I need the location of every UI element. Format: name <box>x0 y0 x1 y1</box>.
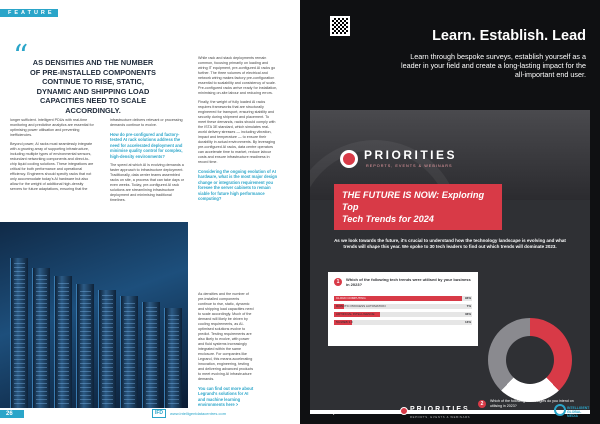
footer-brand-subtitle: REPORTS, EVENTS & WEBINARS <box>410 415 471 419</box>
bar-value-label: 13% <box>464 320 471 324</box>
report-body <box>310 200 590 410</box>
paragraph: While rack and stack deployments remain common, focusing primarily on loading and wiring IT equipment, pre-configured AI racks go further. The three volumes of electrical and network wiring makes factory pre-configuration essential to scalability and consistency of scale. Pre-configured racks arrive ready for installation, minimising on-site labour and reducing errors. <box>198 56 278 95</box>
paragraph: The speed at which AI is evolving demands a faster approach to infrastructure deployment. Traditionally, data center teams assembled racks on site, a process that can take days or even weeks. Today, pre-configured AI rack solutions are streamlining infrastructure deployment and minimising traditional timelines. <box>110 163 184 203</box>
intelligent-global-media-logo <box>554 404 590 422</box>
bar-value-label: 93% <box>464 296 471 300</box>
footer-brand: PRIORITIES <box>410 406 470 413</box>
right-page <box>300 0 600 424</box>
bar-label: ARTIFICIAL INTELLIGENCE <box>336 312 375 316</box>
section-label: FEATURE <box>8 10 55 16</box>
donut-chart <box>488 318 572 402</box>
paragraph: longer sufficient. Intelligent PDUs with real-time monitoring and predictive analytics are essential for optimising power utilisation and preventing inefficiencies. <box>10 118 94 137</box>
bar-row <box>334 320 472 325</box>
priorities-logo-icon <box>340 150 358 168</box>
brand-name: PRIORITIES <box>364 148 458 162</box>
paragraph: infrastructure delivers relevant or processing demands continue to evolve. <box>110 118 183 127</box>
server-rack <box>120 296 138 408</box>
paragraph: Finally, the weight of fully loaded AI racks requires frameworks that are structurally engineered for transport, ensuring stability and security during shipment and placement. To meet these demands, racks should comply with the ISTA 3E standard, which simulates real-world delivery stresses — including vibration, impact and temperature — to ensure their durability in actual environments. By leveraging pre-configured AI racks, data centre operators can accelerate time to market, reduce labour costs and ensure infrastructure readiness in record time. <box>198 100 276 164</box>
priorities-logo-icon <box>400 407 408 415</box>
column-2 <box>110 118 186 207</box>
globe-icon <box>554 404 566 416</box>
bar-row <box>334 312 472 317</box>
question-text: Which of the following tech trends were utilised by your business in 2023? <box>346 277 471 287</box>
bar-label: CLOUD COMPUTING <box>336 296 366 300</box>
question-text: Which of the following technologies do you intend on utilising in 2023? <box>490 399 574 408</box>
column-3 <box>198 56 278 205</box>
server-rack <box>10 258 28 408</box>
bar-label: ROBOTIC PROCESS AUTOMATION <box>336 304 386 308</box>
paragraph: Beyond power, AI racks must seamlessly integrate with a growing array of supporting infrastructure, including multiple types of environmental sensors, redundant networking components and direct-to-chip liquid cooling solutions. These integrations are critical for both performance and operational efficiency. Engineers should specify racks that not only accommodate today's AI hardware but also allow for the weight of additional high-density servers for future adaptations, ensuring that the <box>10 142 94 191</box>
quote-mark-icon: “ <box>13 39 29 74</box>
ad-headline: Learn. Establish. Lead <box>432 28 586 44</box>
subheading: Considering the ongoing evolution of AI hardware, what is the most major design change or integration requirement you foresee the server cabinets to remain viable for future high performance computing? <box>198 169 278 202</box>
question-number: 2 <box>478 400 486 408</box>
brand-subtitle: REPORTS, EVENTS & WEBINARS <box>366 164 453 168</box>
server-room-photo <box>0 222 188 408</box>
server-rack <box>32 268 50 408</box>
server-rack <box>54 276 72 408</box>
publication-url[interactable]: www.intelligentdatacentres.com <box>170 411 227 416</box>
server-rack <box>164 308 182 408</box>
server-rack <box>98 290 116 408</box>
bar-label: 5G/WEB 3.0 <box>336 320 353 324</box>
left-footer <box>0 404 300 424</box>
pullquote: AS DENSITIES AND THE NUMBER OF PRE-INSTALLED COMPONENTS CONTINUE TO RISE, STATIC, DYNAMIC AND SHIPPING LOAD CAPACITIES NEED TO SCALE ACCORDINGLY. <box>30 58 156 115</box>
question-1-card <box>328 272 478 346</box>
report-cover <box>310 110 590 414</box>
partner-name: INTELLIGENT GLOBAL MEDIA <box>567 406 590 418</box>
report-title-line: Tech Trends for 2024 <box>342 214 434 224</box>
question-number: 1 <box>334 278 342 286</box>
report-title-box <box>334 184 502 230</box>
paragraph: As densities and the number of pre-installed components continue to rise, static, dynamic and shipping load capacities need to scale accordingly. Much of the demand will likely be driven by cooling requirements, as AI-optimised solutions evolve to predict. Testing requirements are also likely to evolve, with power and fluid systems increasingly integrated within the same enclosure. For companies like Legrand, this means accelerating innovation, engineering, testing and delivering advanced products to meet evolving AI infrastructure demands. <box>198 292 254 381</box>
ad-tagline: Learn through bespoke surveys, establish yourself as a leader in your field and create a long-lasting impact for the all-important end user. <box>401 52 586 79</box>
bar-value-label: 7% <box>466 304 471 308</box>
bar-value-label: 33% <box>464 312 471 316</box>
bar-row <box>334 304 472 309</box>
server-rack <box>76 284 94 408</box>
column-3-continued <box>198 292 254 412</box>
bar-row <box>334 296 472 301</box>
right-footer <box>300 404 600 424</box>
qr-code-icon[interactable] <box>330 16 350 36</box>
publication-logo: IFD <box>152 409 166 418</box>
website-url[interactable]: www.ccapriorities.com <box>314 410 363 415</box>
report-title-line: THE FUTURE IS NOW: Exploring Top <box>342 190 485 212</box>
report-intro: As we look towards the future, it's crucial to understand how the technology landscape is evolving and what trends will shape this year. We spoke to 30 tech leaders to find out which trends will dominate 2023. <box>334 238 566 249</box>
column-1 <box>10 118 94 196</box>
more-info-link[interactable]: You can find out more about Legrand's solutions for AI and machine learning environments here > <box>198 386 254 408</box>
server-rack <box>142 302 160 408</box>
page-number: 26 <box>6 411 13 417</box>
subheading: How do pre-configured and factory-tested AI rack solutions address the need for accelerated deployment and minimise quality control for complex, high-density environments? <box>110 132 183 159</box>
